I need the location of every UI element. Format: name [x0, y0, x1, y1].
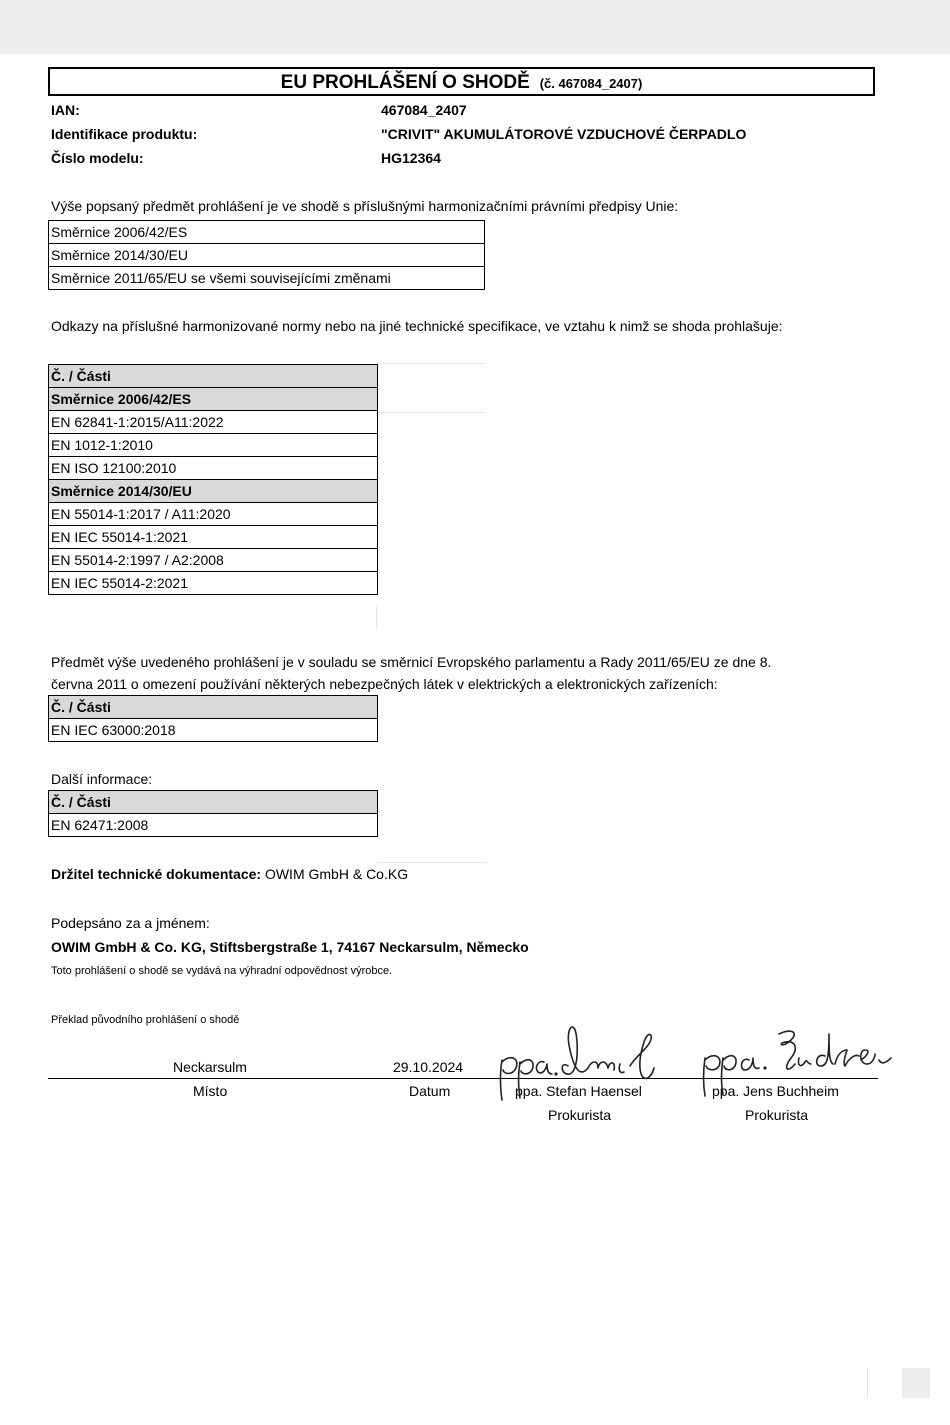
- top-bar: [0, 0, 950, 54]
- field-label-ian: IAN:: [51, 102, 80, 118]
- standards-row: EN 55014-2:1997 / A2:2008: [49, 549, 378, 572]
- place-label: Místo: [193, 1083, 228, 1099]
- translation-note: Překlad původního prohlášení o shodě: [51, 1014, 240, 1026]
- rohs-table: [48, 695, 378, 742]
- field-value-model: HG12364: [381, 150, 441, 166]
- tech-doc-line: [51, 866, 408, 882]
- page-corner-mark: [902, 1368, 930, 1398]
- signature-buchheim: [695, 1020, 895, 1100]
- rohs-statement-line2: června 2011 o omezení používání některých nebezpečných látek v elektrických a elektronických zařízeních:: [51, 676, 718, 692]
- references-statement: Odkazy na příslušné harmonizované normy nebo na jiné technické specifikace, ve vztahu k nimž se shoda prohlašuje:: [51, 318, 783, 334]
- conformity-statement: Výše popsaný předmět prohlášení je ve shodě s příslušnými harmonizačními právními předpisy Unie:: [51, 198, 679, 214]
- field-label-model: Číslo modelu:: [51, 150, 144, 166]
- faint-guide-line: [378, 412, 486, 413]
- field-value-ian: 467084_2407: [381, 102, 467, 118]
- standards-table: [48, 364, 378, 595]
- directives-table: [48, 220, 485, 290]
- standards-row: EN 62841-1:2015/A11:2022: [49, 411, 378, 434]
- signer1-role: Prokurista: [548, 1107, 612, 1123]
- tech-doc-value: OWIM GmbH & Co.KG: [264, 866, 409, 882]
- declaration-number: (č. 467084_2407): [539, 76, 643, 91]
- further-info-label: Další informace:: [51, 771, 153, 787]
- faint-guide-line: [378, 862, 486, 863]
- signed-label: Podepsáno za a jménem:: [51, 915, 210, 931]
- field-value-product: "CRIVIT" AKUMULÁTOROVÉ VZDUCHOVÉ ČERPADLO: [381, 126, 747, 142]
- standards-row: EN 55014-1:2017 / A11:2020: [49, 503, 378, 526]
- signer2-name: ppa. Jens Buchheim: [712, 1083, 839, 1099]
- page-edge-mark: [867, 1368, 868, 1398]
- date-label: Datum: [409, 1083, 451, 1099]
- standards-row: EN 1012-1:2010: [49, 434, 378, 457]
- standards-group-row: Směrnice 2014/30/EU: [49, 480, 378, 503]
- title-box: [48, 67, 875, 96]
- signer1-name: ppa. Stefan Haensel: [515, 1083, 642, 1099]
- standards-group-row: Směrnice 2006/42/ES: [49, 388, 378, 411]
- faint-guide-line: [376, 605, 377, 629]
- further-info-table: [48, 790, 378, 837]
- further-row: EN 62471:2008: [49, 814, 378, 837]
- standards-row: EN ISO 12100:2010: [49, 457, 378, 480]
- further-table-header: Č. / Části: [49, 791, 378, 814]
- rohs-table-header: Č. / Části: [49, 696, 378, 719]
- standards-table-header: Č. / Části: [49, 365, 378, 388]
- standards-row: EN IEC 55014-2:2021: [49, 572, 378, 595]
- company-address: OWIM GmbH & Co. KG, Stiftsbergstraße 1, 74167 Neckarsulm, Německo: [51, 939, 529, 955]
- tech-doc-label: Držitel technické dokumentace:: [51, 866, 262, 882]
- responsibility-note: Toto prohlášení o shodě se vydává na výhradní odpovědnost výrobce.: [51, 965, 393, 977]
- page-title: EU PROHLÁŠENÍ O SHODĚ: [280, 72, 530, 93]
- directive-item: Směrnice 2011/65/EU se všemi souvisejícími změnami: [49, 267, 485, 290]
- directive-item: Směrnice 2014/30/EU: [49, 244, 485, 267]
- standards-row: EN IEC 55014-1:2021: [49, 526, 378, 549]
- faint-guide-line: [378, 363, 486, 364]
- rohs-statement-line1: Předmět výše uvedeného prohlášení je v souladu se směrnicí Evropského parlamentu a Rady 2011/65/EU ze dne 8.: [51, 654, 772, 670]
- date-value: 29.10.2024: [393, 1059, 464, 1075]
- signer2-role: Prokurista: [745, 1107, 809, 1123]
- directive-item: Směrnice 2006/42/ES: [49, 221, 485, 244]
- place-value: Neckarsulm: [173, 1059, 247, 1075]
- signature-haensel: [490, 1020, 670, 1105]
- field-label-product: Identifikace produktu:: [51, 126, 198, 142]
- rohs-row: EN IEC 63000:2018: [49, 719, 378, 742]
